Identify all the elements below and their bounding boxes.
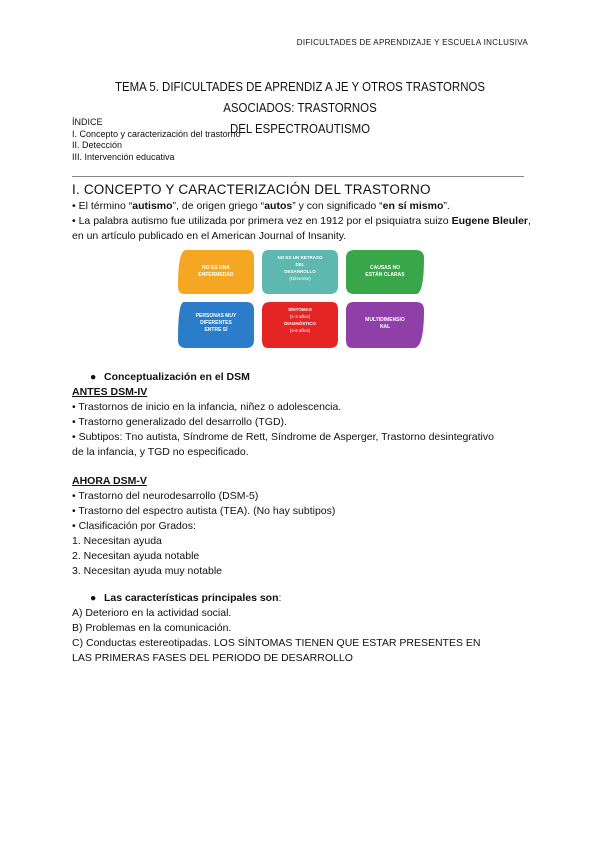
now-dsm-title: AHORA DSM-V bbox=[72, 475, 147, 487]
before-item: • Trastorno generalizado del desarrollo (TGD). bbox=[72, 416, 287, 428]
now-item: • Trastorno del neurodesarrollo (DSM-5) bbox=[72, 490, 259, 502]
before-item: • Subtipos: Tno autista, Síndrome de Rett, Síndrome de Asperger, Trastorno desintegrativo bbox=[72, 431, 494, 443]
feature-item: C) Conductas estereotipadas. LOS SÍNTOMAS TIENEN QUE ESTAR PRESENTES EN bbox=[72, 637, 481, 649]
features-section bbox=[72, 591, 532, 666]
svg-text:DESARROLLO: DESARROLLO bbox=[284, 269, 316, 274]
divider bbox=[72, 176, 524, 177]
index-item: II. Detección bbox=[72, 140, 123, 150]
svg-text:SÍNTOMAS: SÍNTOMAS bbox=[288, 307, 312, 312]
shape-personas bbox=[178, 302, 254, 348]
title-line-1: TEMA 5. DIFICULTADES DE APRENDIZ A JE Y OTROS TRASTORNOS ASOCIADOS: TRASTORNOS bbox=[115, 79, 485, 115]
svg-text:DIFERENTES: DIFERENTES bbox=[200, 320, 232, 326]
section-title: I. CONCEPTO Y CARACTERIZACIÓN DEL TRASTORNO bbox=[72, 182, 431, 197]
before-item: de la infancia, y TGD no especificado. bbox=[72, 446, 249, 458]
shape-no-retraso bbox=[262, 250, 338, 294]
features-heading: ● Las características principales son: bbox=[90, 592, 282, 604]
index-item: I. Concepto y caracterización del trastorno bbox=[72, 128, 241, 139]
shape-causas bbox=[346, 250, 424, 294]
svg-text:NO ES UNA: NO ES UNA bbox=[202, 265, 230, 271]
svg-text:MULTIDIMENSIO: MULTIDIMENSIO bbox=[365, 317, 405, 323]
before-item: • Trastornos de inicio en la infancia, niñez o adolescencia. bbox=[72, 401, 342, 413]
svg-text:NAL: NAL bbox=[379, 324, 391, 330]
shape-multidimensional bbox=[346, 302, 424, 348]
now-item: • Clasificación por Grados: bbox=[72, 520, 196, 532]
index-heading: ÍNDICE bbox=[72, 117, 103, 127]
svg-text:DIAGNÓSTICO: DIAGNÓSTICO bbox=[284, 321, 316, 326]
svg-text:ENFERMEDAD: ENFERMEDAD bbox=[198, 272, 234, 278]
now-item: 3. Necesitan ayuda muy notable bbox=[72, 565, 223, 577]
dsm-heading: ● Conceptualización en el DSM bbox=[90, 371, 250, 383]
svg-text:CAUSAS NO: CAUSAS NO bbox=[369, 265, 401, 271]
index bbox=[72, 117, 241, 163]
svg-text:ENTRE SÍ: ENTRE SÍ bbox=[204, 327, 228, 333]
svg-text:PERSONAS MUY: PERSONAS MUY bbox=[195, 313, 237, 319]
intro-line-2: • La palabra autismo fue utilizada por primera vez en 1912 por el psiquiatra suizo Eugene Bleuler, en un artículo publicado en el American Journal of Insanity. bbox=[72, 215, 531, 242]
intro-paragraph bbox=[72, 199, 532, 244]
autism-features-diagram bbox=[176, 248, 426, 350]
now-item: • Trastorno del espectro autista (TEA). (No hay subtipos) bbox=[72, 505, 336, 517]
shape-sintomas bbox=[262, 302, 338, 348]
dsm-v-section bbox=[72, 474, 532, 579]
svg-text:DEL: DEL bbox=[295, 262, 305, 267]
feature-item: B) Problemas en la comunicación. bbox=[72, 622, 232, 634]
now-item: 2. Necesitan ayuda notable bbox=[72, 550, 200, 562]
page-header: DIFICULTADES DE APRENDIZAJE Y ESCUELA INCLUSIVA bbox=[296, 38, 528, 47]
index-item: III. Intervención educativa bbox=[72, 151, 175, 162]
svg-text:(4-6 años): (4-6 años) bbox=[289, 328, 311, 333]
svg-text:NO ES UN RETRASO: NO ES UN RETRASO bbox=[277, 255, 323, 260]
feature-item: LAS PRIMERAS FASES DEL PERIODO DE DESARROLLO bbox=[72, 652, 353, 664]
now-item: 1. Necesitan ayuda bbox=[72, 535, 162, 547]
svg-text:ESTÁN CLARAS: ESTÁN CLARAS bbox=[365, 272, 405, 278]
feature-item: A) Deterioro en la actividad social. bbox=[72, 607, 232, 619]
dsm-section bbox=[72, 370, 532, 460]
shape-no-enfermedad bbox=[178, 250, 254, 294]
title-line-2: DEL ESPECTROAUTISMO bbox=[229, 121, 371, 136]
svg-text:(1-3 años): (1-3 años) bbox=[289, 314, 311, 319]
svg-text:(Diferente): (Diferente) bbox=[289, 276, 311, 281]
intro-line-1: • El término “autismo”, de origen griego “autos” y con significado “en sí mismo”. bbox=[72, 200, 450, 212]
before-dsm-title: ANTES DSM-IV bbox=[72, 386, 148, 398]
